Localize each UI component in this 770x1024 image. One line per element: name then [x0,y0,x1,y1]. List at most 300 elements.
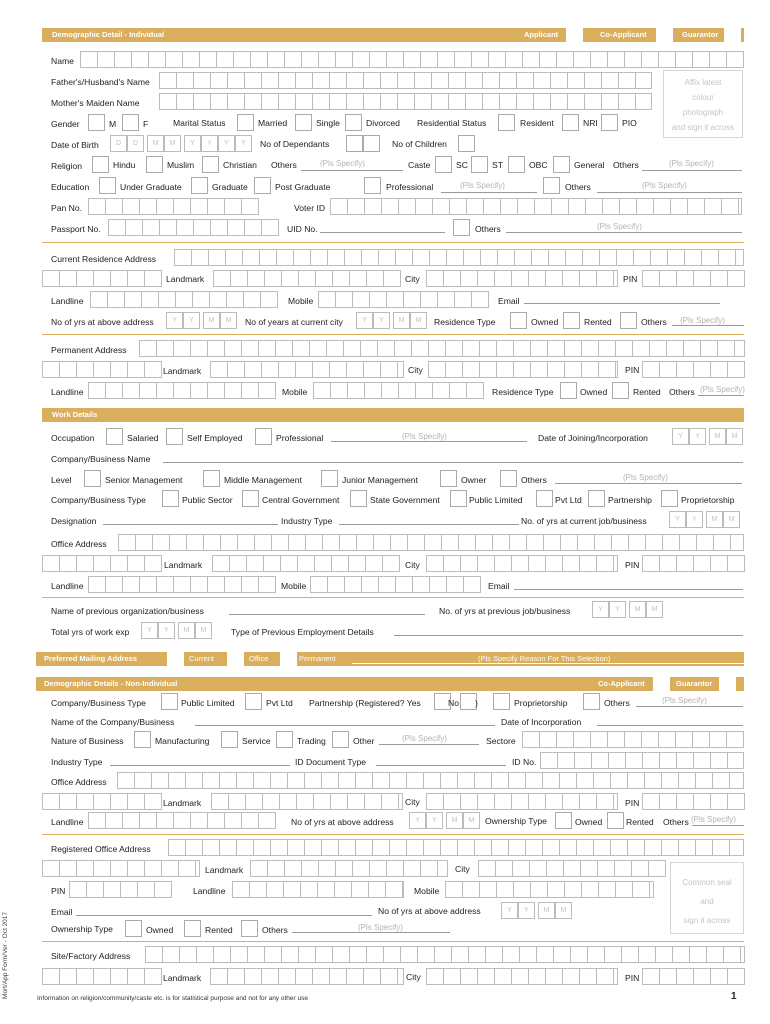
applicant-label: Applicant [524,30,559,39]
non-guarantor-checkbox[interactable] [719,675,736,692]
date-cell[interactable]: Y [409,812,426,829]
owner-checkbox[interactable] [440,470,457,487]
voter-label: Voter ID [294,203,326,213]
designation-field[interactable] [103,524,278,525]
office-landmark-field[interactable] [212,555,400,572]
current-landline-field[interactable] [90,291,278,308]
permanent-address-label: Permanent Address [51,345,127,355]
form-version: Mort/App Form/Ver - Oct 2017 [2,911,10,1000]
middle-label: Middle Management [224,475,302,485]
office-address-line2[interactable] [42,555,162,572]
trading-checkbox[interactable] [276,731,293,748]
permanent-city-field[interactable] [428,361,618,378]
gender-m-label: M [109,119,117,129]
married-label: Married [258,118,288,128]
office-pin-label: PIN [625,560,640,570]
date-cell[interactable]: M [203,312,220,329]
reg-mobile-field[interactable] [445,881,654,898]
non-rented-checkbox[interactable] [607,812,624,829]
date-cell[interactable]: Y [373,312,390,329]
current-landmark-field[interactable] [213,270,401,287]
religion-others-field[interactable] [301,170,403,171]
current-mobile-label: Mobile [288,296,314,306]
perm-others-hint: (Pls Specify) [700,385,745,394]
yrs-at-address-label: No of yrs at above address [51,317,154,327]
st-checkbox[interactable] [471,156,488,173]
office-address-line1[interactable] [118,534,744,551]
other-field[interactable] [379,744,479,745]
date-cell[interactable]: M [147,135,164,152]
education-others-checkbox[interactable] [543,177,560,194]
permanent-pin-label: PIN [625,365,640,375]
perm-others-label: Others [669,387,695,397]
date-cell[interactable]: Y [201,135,218,152]
pio-label: PIO [622,118,637,128]
date-cell[interactable]: Y [218,135,235,152]
non-office-city-field[interactable] [426,793,618,810]
res-rented-label: Rented [584,317,612,327]
pg-label: Post Graduate [275,182,331,192]
permanent-landmark-label: Landmark [163,366,202,376]
perm-rented-label: Rented [633,387,661,397]
graduate-checkbox[interactable] [191,177,208,194]
passport-others-field[interactable] [506,232,742,233]
owner-label: Owner [461,475,487,485]
date-cell[interactable]: M [220,312,237,329]
prev-org-label: Name of previous organization/business [51,606,204,616]
professional-label: Professional [386,182,434,192]
non-rented-label: Rented [626,817,654,827]
non-landline-field[interactable] [88,812,276,829]
site-address-line2[interactable] [42,968,162,985]
uid-label: UID No. [287,224,318,234]
yrs-job-label: No. of yrs at current job/business [521,516,647,526]
photo-box [663,70,743,138]
pan-field[interactable] [88,198,259,215]
reg-rented-checkbox[interactable] [184,920,201,937]
other-checkbox[interactable] [332,731,349,748]
date-cell[interactable]: M [646,601,663,618]
photo-text: photograph [682,108,724,117]
section-title: Work Details [52,410,98,419]
date-cell[interactable]: M [723,511,740,528]
date-cell[interactable]: M [164,135,181,152]
middle-checkbox[interactable] [203,470,220,487]
junior-checkbox[interactable] [321,470,338,487]
residence-type-label: Residence Type [434,317,496,327]
site-city-field[interactable] [426,968,618,985]
site-pin-label: PIN [625,973,640,983]
single-checkbox[interactable] [295,114,312,131]
voter-field[interactable] [330,198,742,215]
non-own-others-field[interactable] [692,825,744,826]
gender-m-checkbox[interactable] [88,114,105,131]
education-specify-hint: (Pls Specify) [460,181,505,190]
permanent-landline-label: Landline [51,387,84,397]
occ-professional-field[interactable] [331,441,527,442]
hindu-label: Hindu [113,160,136,170]
education-others-field[interactable] [597,192,742,193]
reg-landmark-field[interactable] [250,860,448,877]
level-others-field[interactable] [555,483,742,484]
non-office-city-label: City [405,797,420,807]
non-guarantor-label: Guarantor [676,679,713,688]
public-sector-label: Public Sector [182,495,233,505]
reg-city-label: City [455,864,470,874]
non-proprietorship-label: Proprietorship [514,698,568,708]
reg-mobile-label: Mobile [414,886,440,896]
permanent-landline-field[interactable] [88,382,276,399]
gender-f-checkbox[interactable] [122,114,139,131]
central-govt-checkbox[interactable] [242,490,259,507]
level-others-checkbox[interactable] [500,470,517,487]
permanent-address-line1[interactable] [139,340,745,357]
other-specify-hint: (Pls Specify) [402,734,447,743]
office-mobile-field[interactable] [310,576,481,593]
divider [42,334,744,335]
non-proprietorship-checkbox[interactable] [493,693,510,710]
id-doc-type-field[interactable] [376,765,506,766]
sc-checkbox[interactable] [435,156,452,173]
date-cell[interactable]: M [555,902,572,919]
muslim-label: Muslim [167,160,195,170]
christian-checkbox[interactable] [202,156,219,173]
reg-others-label: Others [262,925,288,935]
professional-checkbox[interactable] [364,177,381,194]
non-pvt-ltd-label: Pvt Ltd [266,698,293,708]
date-cell[interactable]: M [463,812,480,829]
non-office-line1[interactable] [117,772,744,789]
guarantor-checkbox[interactable] [724,26,741,43]
prev-type-field[interactable] [394,635,743,636]
reg-office-line2[interactable] [42,860,200,877]
resident-checkbox[interactable] [498,114,515,131]
reg-owned-checkbox[interactable] [125,920,142,937]
reg-others-field[interactable] [292,932,450,933]
mailing-office-checkbox[interactable] [227,650,244,667]
occ-professional-label: Professional [276,433,324,443]
non-public-limited-label: Public Limited [181,698,235,708]
date-cell[interactable]: M [446,812,463,829]
company-name-field-non[interactable] [195,725,495,726]
occ-professional-checkbox[interactable] [255,428,272,445]
passport-field[interactable] [108,219,279,236]
self-employed-checkbox[interactable] [166,428,183,445]
education-others-hint: (Pls Specify) [642,181,687,190]
other-label: Other [353,736,375,746]
footer-note: Information on religion/community/caste etc. is for statistical purpose and not for any other use [37,995,308,1002]
date-cell[interactable]: Y [592,601,609,618]
non-owned-checkbox[interactable] [555,812,572,829]
non-yrs-addr-label: No of yrs at above address [291,817,394,827]
date-cell[interactable]: Y [141,622,158,639]
self-employed-label: Self Employed [187,433,243,443]
permanent-landmark-field[interactable] [210,361,404,378]
res-others-field[interactable] [672,325,744,326]
current-address-line2[interactable] [42,270,162,287]
office-city-field[interactable] [426,555,618,572]
reg-others-checkbox[interactable] [241,920,258,937]
manufacturing-label: Manufacturing [155,736,210,746]
partnership-checkbox[interactable] [588,490,605,507]
religion-label: Religion [51,161,83,171]
senior-checkbox[interactable] [84,470,101,487]
date-cell[interactable]: D [127,135,144,152]
dependants-label: No of Dependants [260,139,330,149]
caste-label: Caste [408,160,431,170]
mother-name-field[interactable] [159,93,652,110]
current-pin-label: PIN [623,274,638,284]
date-cell[interactable]: M [629,601,646,618]
prev-org-field[interactable] [229,614,425,615]
res-others-hint: (Pls Specify) [680,316,725,325]
date-cell[interactable]: Y [672,428,689,445]
doj-label: Date of Joining/Incorporation [538,433,648,443]
site-landmark-field[interactable] [210,968,404,985]
id-no-field[interactable] [540,752,744,769]
sectore-field[interactable] [522,731,744,748]
reg-pin-field[interactable] [69,881,172,898]
res-owned-label: Owned [531,317,559,327]
non-industry-field[interactable] [110,765,290,766]
general-label: General [574,160,605,170]
office-pin-field[interactable] [642,555,745,572]
doi-field[interactable] [597,725,743,726]
date-cell[interactable]: Y [669,511,686,528]
date-cell[interactable]: Y [426,812,443,829]
education-label: Education [51,182,90,192]
service-checkbox[interactable] [221,731,238,748]
level-others-label: Others [521,475,547,485]
office-landline-label: Landline [51,581,84,591]
permanent-pin-field[interactable] [642,361,745,378]
non-others-label: Others [604,698,630,708]
date-cell[interactable]: Y [689,428,706,445]
uid-field[interactable] [320,232,445,233]
section-header-individual [42,28,744,42]
site-address-label: Site/Factory Address [51,951,131,961]
company-type-label: Company/Business Type [51,495,146,505]
reg-landline-label: Landline [193,886,226,896]
partnership-label: Partnership [608,495,652,505]
site-address-line1[interactable] [145,946,745,963]
date-cell[interactable]: D [110,135,127,152]
children-field[interactable] [458,135,475,152]
date-cell[interactable]: Y [184,135,201,152]
pg-checkbox[interactable] [254,177,271,194]
reg-office-label: Registered Office Address [51,844,151,854]
office-landmark-label: Landmark [164,560,203,570]
public-sector-checkbox[interactable] [162,490,179,507]
central-govt-label: Central Government [262,495,340,505]
salaried-label: Salaried [127,433,159,443]
office-city-label: City [405,560,420,570]
father-name-field[interactable] [159,72,652,89]
passport-others-checkbox[interactable] [453,219,470,236]
mailing-reason-hint: (Pls Specify Reason For This Selection) [478,654,611,663]
total-exp-label: Total yrs of work exp [51,627,130,637]
non-others-field[interactable] [636,706,743,707]
salaried-checkbox[interactable] [106,428,123,445]
manufacturing-checkbox[interactable] [134,731,151,748]
office-landline-field[interactable] [88,576,276,593]
date-cell[interactable]: M [410,312,427,329]
permanent-address-line2[interactable] [42,361,162,378]
date-cell[interactable]: Y [501,902,518,919]
service-label: Service [242,736,271,746]
date-cell[interactable]: M [393,312,410,329]
current-email-field[interactable] [524,303,720,304]
company-name-field[interactable] [163,462,743,463]
general-checkbox[interactable] [553,156,570,173]
passport-others-label: Others [475,224,501,234]
date-cell[interactable]: Y [183,312,200,329]
current-mobile-field[interactable] [318,291,489,308]
seal-text: sign it across [683,916,731,925]
passport-others-hint: (Pls Specify) [597,222,642,231]
permanent-restype-label: Residence Type [492,387,554,397]
office-email-field[interactable] [514,589,743,590]
pvt-ltd-checkbox[interactable] [536,490,553,507]
permanent-mobile-label: Mobile [282,387,308,397]
pio-checkbox[interactable] [601,114,618,131]
dependants-field[interactable] [346,135,363,152]
coapplicant-checkbox[interactable] [656,26,673,43]
non-office-pin-field[interactable] [642,793,745,810]
state-govt-label: State Government [370,495,440,505]
state-govt-checkbox[interactable] [350,490,367,507]
education-others-label: Others [565,182,591,192]
current-pin-field[interactable] [642,270,745,287]
reg-rented-label: Rented [205,925,233,935]
reg-city-field[interactable] [478,860,666,877]
site-landmark-label: Landmark [163,973,202,983]
obc-label: OBC [529,160,548,170]
seal-box [670,862,744,934]
mailing-permanent-label: Permanent [299,654,336,663]
sectore-label: Sectore [486,736,516,746]
muslim-checkbox[interactable] [146,156,163,173]
non-office-landmark-field[interactable] [211,793,403,810]
reg-landline-field[interactable] [232,881,404,898]
res-owned-checkbox[interactable] [510,312,527,329]
occ-specify-hint: (Pls Specify) [402,432,447,441]
industry-type-label: Industry Type [281,516,333,526]
date-cell[interactable]: Y [166,312,183,329]
perm-owned-checkbox[interactable] [560,382,577,399]
perm-rented-checkbox[interactable] [612,382,629,399]
ug-checkbox[interactable] [99,177,116,194]
non-own-others-hint: (Pls Specify) [691,815,736,824]
non-office-label: Office Address [51,777,107,787]
senior-label: Senior Management [105,475,183,485]
nri-checkbox[interactable] [562,114,579,131]
date-cell[interactable]: M [709,428,726,445]
public-limited-checkbox[interactable] [450,490,467,507]
non-pvt-ltd-checkbox[interactable] [245,693,262,710]
date-cell[interactable]: M [726,428,743,445]
date-cell[interactable]: M [706,511,723,528]
non-public-limited-checkbox[interactable] [161,693,178,710]
divorced-checkbox[interactable] [345,114,362,131]
res-others-checkbox[interactable] [620,312,637,329]
level-label: Level [51,475,72,485]
date-cell[interactable]: Y [235,135,252,152]
reg-yrs-label: No of yrs at above address [378,906,481,916]
nri-label: NRI [583,118,598,128]
hindu-checkbox[interactable] [92,156,109,173]
yrs-at-city-label: No of years at current city [245,317,343,327]
seal-text: and [700,897,714,906]
name-field[interactable] [80,51,744,68]
date-cell[interactable]: Y [356,312,373,329]
res-rented-checkbox[interactable] [563,312,580,329]
proprietorship-checkbox[interactable] [661,490,678,507]
mailing-permanent-checkbox[interactable] [280,650,297,667]
reg-email-field[interactable] [76,915,372,916]
trading-label: Trading [297,736,326,746]
site-pin-field[interactable] [642,968,745,985]
company-name-label: Company/Business Name [51,454,151,464]
ownership-type-label: Ownership Type [485,816,547,826]
mailing-current-checkbox[interactable] [167,650,184,667]
section-header-work [42,408,744,422]
ug-label: Under Graduate [120,182,182,192]
obc-checkbox[interactable] [508,156,525,173]
industry-type-field[interactable] [339,524,519,525]
non-office-line2[interactable] [42,793,162,810]
non-own-others-label: Others [663,817,689,827]
partnership-close: ) [475,698,478,708]
date-cell[interactable]: M [538,902,555,919]
non-coapplicant-label: Co-Applicant [598,679,645,688]
mailing-reason-field[interactable] [352,663,744,664]
married-checkbox[interactable] [237,114,254,131]
applicant-checkbox[interactable] [566,26,583,43]
date-cell[interactable]: Y [158,622,175,639]
section-header-non-individual [36,677,744,691]
reg-email-label: Email [51,907,73,917]
non-others-checkbox[interactable] [583,693,600,710]
doi-label: Date of Incorporation [501,717,582,727]
office-mobile-label: Mobile [281,581,307,591]
date-cell[interactable]: Y [609,601,626,618]
current-address-line1[interactable] [174,249,744,266]
date-cell[interactable]: Y [686,511,703,528]
permanent-mobile-field[interactable] [313,382,484,399]
non-coapplicant-checkbox[interactable] [653,675,670,692]
current-city-field[interactable] [426,270,618,287]
date-cell[interactable]: M [195,622,212,639]
reg-office-line1[interactable] [168,839,744,856]
id-doc-type-label: ID Document Type [295,757,367,767]
dependants-field[interactable] [363,135,380,152]
education-professional-field[interactable] [441,192,537,193]
guarantor-label: Guarantor [682,30,719,39]
coapplicant-label: Co-Applicant [600,30,647,39]
perm-others-field[interactable] [698,395,744,396]
caste-specify-hint: (Pls Specify) [669,159,714,168]
religion-others-label: Others [271,160,297,170]
id-no-label: ID No. [512,757,537,767]
date-cell[interactable]: Y [518,902,535,919]
reg-pin-label: PIN [51,886,66,896]
caste-others-field[interactable] [642,170,742,171]
prev-type-label: Type of Previous Employment Details [231,627,374,637]
date-cell[interactable]: M [178,622,195,639]
mailing-office-label: Office [249,654,269,663]
nature-label: Nature of Business [51,736,124,746]
